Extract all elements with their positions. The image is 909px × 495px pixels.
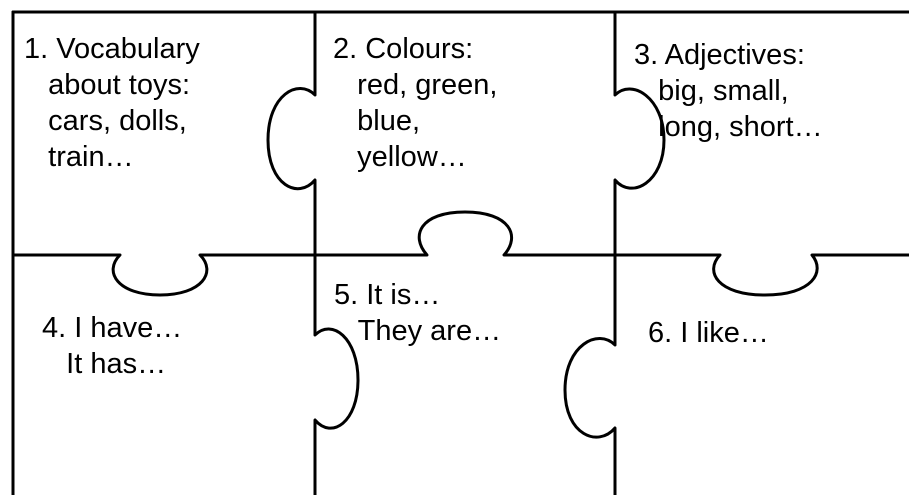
piece-1-line-2: about toys: [24, 69, 191, 101]
piece-1-line-4: train… [24, 141, 134, 173]
piece-3-line-3: long, short… [634, 111, 823, 143]
piece-3-line-1: 3. Adjectives: [634, 39, 805, 71]
piece-5-it-is [334, 277, 501, 349]
piece-4-line-2: It has… [42, 348, 167, 380]
piece-6-line-1: 6. I like… [648, 317, 769, 349]
piece-1-vocabulary [24, 31, 200, 175]
piece-5-line-1: 5. It is… [334, 279, 441, 311]
piece-2-line-1: 2. Colours: [333, 33, 474, 65]
piece-2-line-3: blue, [333, 105, 421, 137]
piece-2-colours [333, 31, 497, 175]
piece-3-line-2: big, small, [634, 75, 789, 107]
piece-1-line-1: 1. Vocabulary [24, 33, 200, 65]
piece-3-adjectives [634, 37, 823, 145]
piece-4-line-1: 4. I have… [42, 312, 183, 344]
piece-5-line-2: They are… [334, 315, 502, 347]
piece-2-line-2: red, green, [333, 69, 498, 101]
piece-6-i-like [648, 315, 769, 351]
piece-2-line-4: yellow… [333, 141, 467, 173]
piece-4-i-have [42, 310, 182, 382]
piece-1-line-3: cars, dolls, [24, 105, 187, 137]
